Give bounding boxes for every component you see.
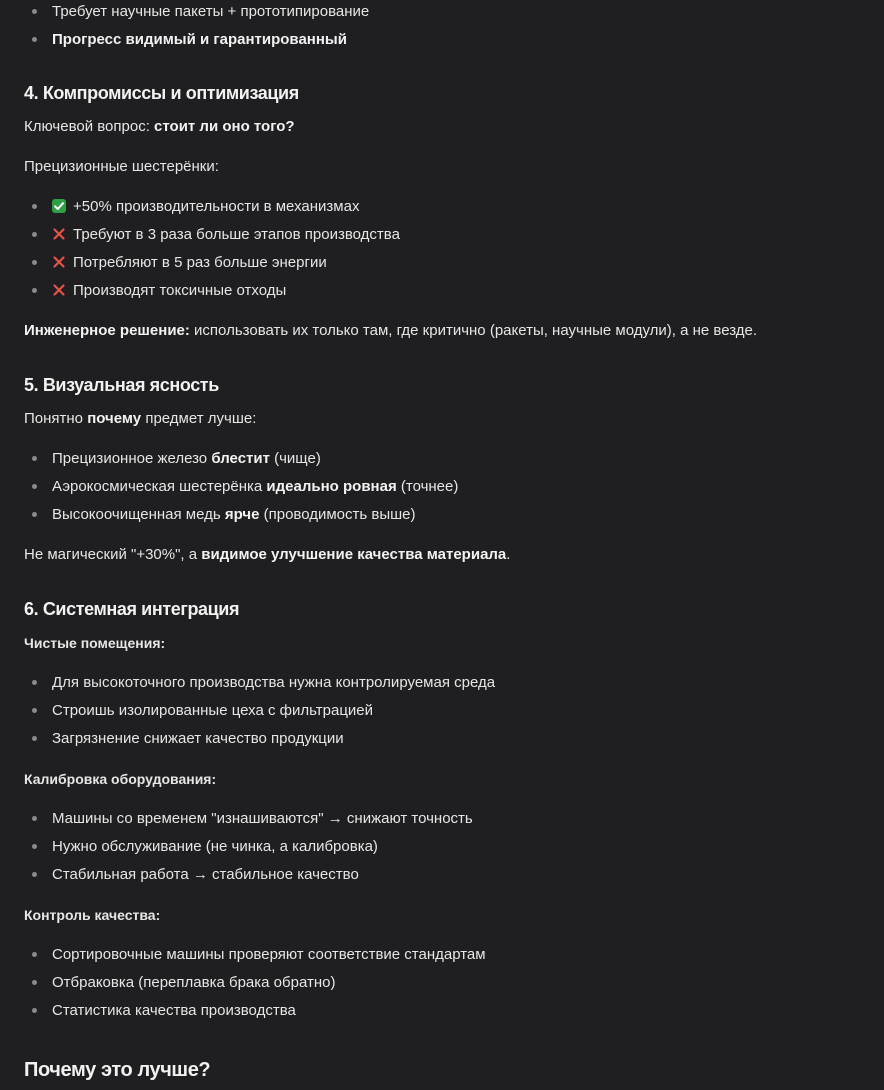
check-emoji-icon xyxy=(52,199,66,213)
list-item: Машины со временем "изнашиваются" → снижают точность xyxy=(24,807,473,835)
list-item: Производят токсичные отходы xyxy=(24,279,400,307)
top-bullet-list xyxy=(24,0,369,56)
calibration-list xyxy=(24,807,473,891)
subsection-title: Калибровка оборудования: xyxy=(24,771,217,787)
list-item: Стабильная работа → стабильное качество xyxy=(24,863,473,891)
section-heading: 4. Компромиссы и оптимизация xyxy=(24,83,299,103)
tradeoff-list xyxy=(24,195,400,307)
list-item: Строишь изолированные цеха с фильтрацией xyxy=(24,699,495,727)
cleanroom-list xyxy=(24,671,495,755)
list-item: Загрязнение снижает качество продукции xyxy=(24,727,495,755)
why-better-heading: Почему это лучше? xyxy=(24,1059,211,1081)
quality-control-list xyxy=(24,943,486,1027)
gears-label: Прецизионные шестерёнки: xyxy=(24,158,219,175)
cross-emoji-icon xyxy=(52,227,66,241)
cross-emoji-icon xyxy=(52,255,66,269)
list-item: Прецизионное железо блестит (чище) xyxy=(24,447,458,475)
list-item: Отбраковка (переплавка брака обратно) xyxy=(24,971,486,999)
list-item: Потребляют в 5 раз больше энергии xyxy=(24,251,400,279)
key-question-paragraph: Ключевой вопрос: стоит ли оно того? xyxy=(24,118,295,135)
list-item: Требуют в 3 раза больше этапов производства xyxy=(24,223,400,251)
visual-intro-paragraph: Понятно почему предмет лучше: xyxy=(24,410,257,427)
list-item: Высокоочищенная медь ярче (проводимость выше) xyxy=(24,503,458,531)
list-item: Для высокоточного производства нужна контролируемая среда xyxy=(24,671,495,699)
list-item: Прогресс видимый и гарантированный xyxy=(24,28,369,56)
subsection-title: Контроль качества: xyxy=(24,907,161,923)
section-heading: 6. Системная интеграция xyxy=(24,599,240,619)
list-item: +50% производительности в механизмах xyxy=(24,195,400,223)
list-item: Сортировочные машины проверяют соответствие стандартам xyxy=(24,943,486,971)
list-item: Требует научные пакеты + прототипирование xyxy=(24,0,369,28)
section-heading: 5. Визуальная ясность xyxy=(24,375,219,395)
list-item: Нужно обслуживание (не чинка, а калибровка) xyxy=(24,835,473,863)
list-item: Статистика качества производства xyxy=(24,999,486,1027)
engineering-solution-paragraph: Инженерное решение: использовать их только там, где критично (ракеты, научные модули), а не везде. xyxy=(24,322,758,339)
cross-emoji-icon xyxy=(52,283,66,297)
list-item: Аэрокосмическая шестерёнка идеально ровная (точнее) xyxy=(24,475,458,503)
visual-summary-paragraph: Не магический "+30%", а видимое улучшение качества материала. xyxy=(24,546,511,563)
visual-list xyxy=(24,447,458,531)
subsection-title: Чистые помещения: xyxy=(24,635,166,651)
